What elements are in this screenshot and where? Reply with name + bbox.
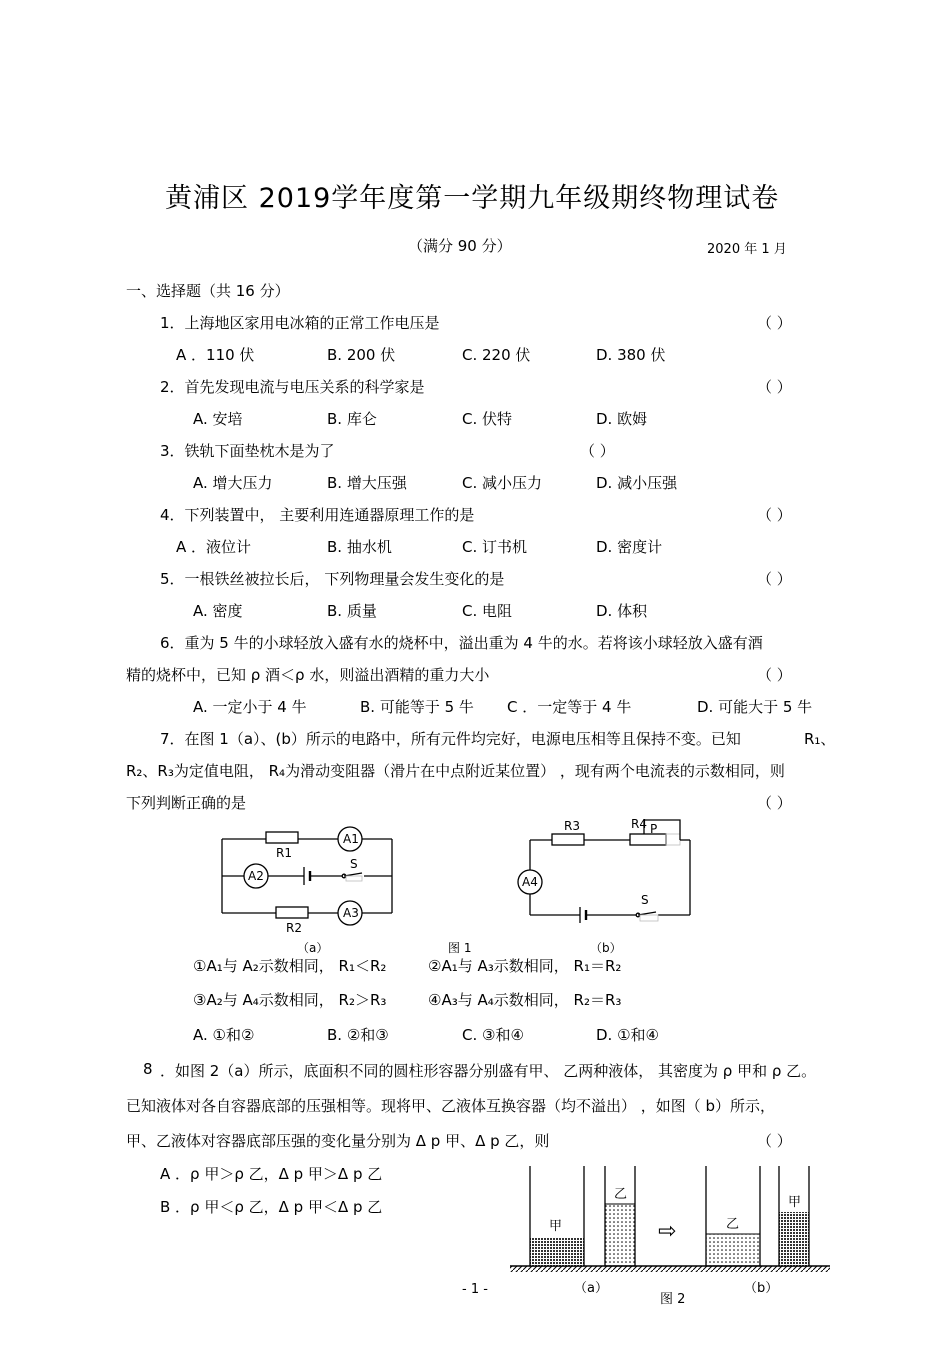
section-heading: 一、选择题（共 16 分） — [126, 282, 290, 300]
q7-statement-3: ③A₂与 A₄示数相同， R₂＞R₃ — [193, 991, 387, 1009]
q4-option-a: A ．液位计 — [176, 538, 252, 556]
label-r3: R3 — [564, 819, 580, 833]
question-8-number: 8 — [143, 1060, 153, 1078]
question-4-stem: 4．下列装置中， 主要利用连通器原理工作的是 — [160, 506, 475, 524]
switch-s — [344, 873, 362, 876]
answer-paren: （ ） — [757, 570, 792, 588]
question-2-stem: 2．首先发现电流与电压关系的科学家是 — [160, 378, 425, 396]
q2-option-d: D. 欧姆 — [596, 410, 648, 428]
exam-date: 2020 年 1 月 — [707, 242, 787, 257]
q6-option-d: D. 可能大于 5 牛 — [697, 698, 813, 716]
q8-option-b: B ．ρ 甲＜ρ 乙，Δ p 甲＜Δ p 乙 — [160, 1198, 383, 1216]
question-7-r1: R₁、 — [804, 730, 836, 748]
question-7-line-2: R₂、R₃为定值电阻， R₄为滑动变阻器（滑片在中点附近某位置） ，现有两个电流表的示数相同，则 — [126, 762, 785, 780]
resistor-r3 — [552, 834, 584, 845]
question-5-stem: 5．一根铁丝被拉长后， 下列物理量会发生变化的是 — [160, 570, 505, 588]
label-jia-a: 甲 — [549, 1219, 563, 1234]
q2-option-a: A. 安培 — [193, 410, 243, 428]
figure-2-containers — [508, 1160, 838, 1310]
label-s: S — [350, 857, 358, 871]
q1-option-a: A ．110 伏 — [176, 346, 255, 364]
label-r1: R1 — [276, 846, 292, 860]
q4-option-b: B. 抽水机 — [327, 538, 392, 556]
q3-option-d: D. 减小压强 — [596, 474, 678, 492]
q1-option-b: B. 200 伏 — [327, 346, 396, 364]
q7-statement-2: ②A₁与 A₃示数相同， R₁＝R₂ — [428, 957, 622, 975]
q5-option-d: D. 体积 — [596, 602, 648, 620]
q2-option-b: B. 库仑 — [327, 410, 377, 428]
question-1-stem: 1．上海地区家用电冰箱的正常工作电压是 — [160, 314, 440, 332]
question-6-line-2: 精的烧杯中，已知 ρ 酒＜ρ 水，则溢出酒精的重力大小 — [126, 666, 490, 684]
fig1-sub-b: （b） — [590, 941, 622, 955]
label-a2: A2 — [248, 869, 264, 883]
label-s-b: S — [641, 893, 649, 907]
q4-option-c: C. 订书机 — [462, 538, 528, 556]
q7-statement-4: ④A₃与 A₄示数相同， R₂＝R₃ — [428, 991, 622, 1009]
switch-s-b — [638, 912, 656, 915]
q5-option-b: B. 质量 — [327, 602, 377, 620]
q1-option-c: C. 220 伏 — [462, 346, 531, 364]
resistor-r2 — [276, 907, 308, 918]
q5-option-c: C. 电阻 — [462, 602, 513, 620]
question-7-line-3: 下列判断正确的是 — [126, 794, 247, 812]
q6-option-c: C ．一定等于 4 牛 — [507, 698, 632, 716]
fig2-label: 图 2 — [660, 1292, 686, 1307]
q6-option-a: A. 一定小于 4 牛 — [193, 698, 307, 716]
label-p: P — [650, 822, 658, 836]
q8-option-a: A ．ρ 甲＞ρ 乙，Δ p 甲＞Δ p 乙 — [160, 1165, 383, 1183]
label-a3: A3 — [343, 906, 359, 920]
page-number: - 1 - — [462, 1282, 488, 1297]
label-a1: A1 — [343, 832, 359, 846]
answer-paren: （ ） — [580, 442, 615, 460]
question-8-line-1: ．如图 2（a）所示，底面积不同的圆柱形容器分别盛有甲、 乙两种液体， 其密度为 ρ 甲和 ρ 乙。 — [160, 1062, 817, 1080]
question-6-line-1: 6．重为 5 牛的小球轻放入盛有水的烧杯中，溢出重为 4 牛的水。若将该小球轻放入盛有酒 — [160, 634, 763, 652]
label-jia-b: 甲 — [788, 1195, 802, 1210]
label-r4: R4 — [631, 817, 647, 831]
resistor-r1 — [266, 832, 298, 843]
q7-option-d: D. ①和④ — [596, 1026, 659, 1044]
q7-option-b: B. ②和③ — [327, 1026, 389, 1044]
page-title: 黄浦区 2019学年度第一学期九年级期终物理试卷 — [165, 183, 780, 214]
answer-paren: （ ） — [757, 378, 792, 396]
question-3-stem: 3．铁轨下面垫枕木是为了 — [160, 442, 335, 460]
score-note: （满分 90 分） — [408, 237, 512, 255]
answer-paren: （ ） — [757, 666, 792, 684]
q7-statement-1: ①A₁与 A₂示数相同， R₁＜R₂ — [193, 957, 387, 975]
q2-option-c: C. 伏特 — [462, 410, 513, 428]
figure-1-circuits — [200, 812, 710, 960]
answer-paren: （ ） — [757, 314, 792, 332]
liquid-jia-b — [779, 1212, 809, 1266]
rheostat-r4 — [630, 834, 666, 845]
question-8-line-3: 甲、乙液体对容器底部压强的变化量分别为 Δ p 甲、Δ p 乙，则 — [126, 1132, 550, 1150]
liquid-yi-a — [605, 1204, 635, 1266]
fig1-sub-a: （a） — [297, 941, 329, 955]
liquid-jia-a — [530, 1238, 584, 1266]
answer-paren: （ ） — [757, 506, 792, 524]
q6-option-b: B. 可能等于 5 牛 — [360, 698, 474, 716]
question-7-line-1: 7．在图 1（a）、(b）所示的电路中，所有元件均完好，电源电压相等且保持不变。已知 — [160, 730, 741, 748]
arrow-icon: ⇨ — [658, 1219, 677, 1244]
q4-option-d: D. 密度计 — [596, 538, 663, 556]
fig2-sub-b: （b） — [744, 1281, 779, 1296]
answer-paren: （ ） — [757, 794, 792, 812]
q7-option-a: A. ①和② — [193, 1026, 255, 1044]
label-a4: A4 — [522, 875, 538, 889]
label-r2: R2 — [286, 921, 302, 935]
label-yi-b: 乙 — [726, 1217, 740, 1232]
q3-option-c: C. 减小压力 — [462, 474, 543, 492]
question-8-line-2: 已知液体对各自容器底部的压强相等。现将甲、乙液体互换容器（均不溢出） ，如图（ b）所示， — [126, 1097, 776, 1115]
q5-option-a: A. 密度 — [193, 602, 243, 620]
fig1-label: 图 1 — [448, 941, 472, 955]
label-yi-a: 乙 — [614, 1187, 628, 1202]
fig2-sub-a: （a） — [574, 1281, 608, 1296]
answer-paren: （ ） — [757, 1132, 792, 1150]
q3-option-a: A. 增大压力 — [193, 474, 273, 492]
liquid-yi-b — [706, 1234, 760, 1266]
q7-option-c: C. ③和④ — [462, 1026, 524, 1044]
q1-option-d: D. 380 伏 — [596, 346, 666, 364]
q3-option-b: B. 增大压强 — [327, 474, 407, 492]
